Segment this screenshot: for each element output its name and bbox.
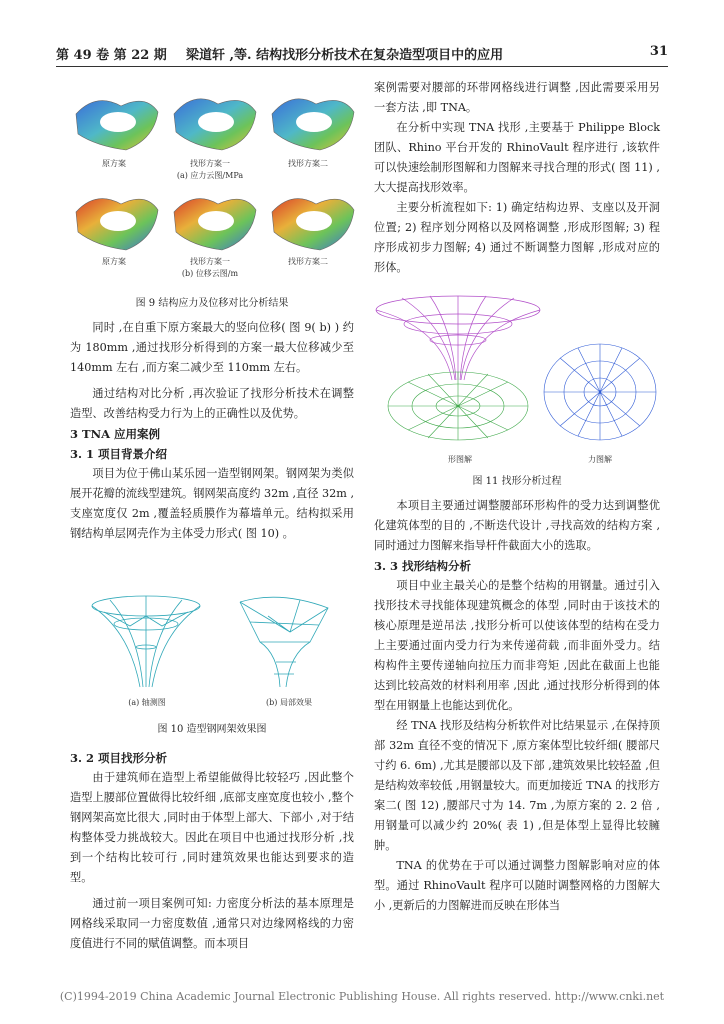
left-column-upper — [70, 318, 354, 544]
fig9-sub-b: (b) 位移云图/m — [181, 269, 239, 278]
paragraph-tna-advantage: TNA 的优势在于可以通过调整力图解影响对应的体型。通过 RhinoVault 程序可以随时调整网格的力图解大小 ,更新后的力图解进而反映在形体当 — [374, 859, 660, 912]
issue-number: 第 49 卷 第 22 期 — [56, 48, 167, 63]
displacement-contour-original — [76, 199, 158, 250]
fig11-force-label: 力图解 — [588, 455, 612, 464]
page-number: 31 — [649, 44, 668, 59]
figure-9-caption: 图 9 结构应力及位移对比分析结果 — [135, 298, 289, 309]
paragraph-force-density: 通过前一项目案例可知: 力密度分析法的基本原理是网格线采取同一力密度数值 ,通常只对边缘网格线的力密度值进行不同的赋值调整。而本项目 — [70, 897, 354, 950]
form-diagram-3d — [376, 296, 540, 380]
figure-11-form-finding — [372, 288, 662, 448]
section-3-1-heading: 3. 1 项目背景介绍 — [70, 447, 168, 461]
article-short-title: 梁道轩 ,等. 结构找形分析技术在复杂造型项目中的应用 — [186, 48, 504, 63]
fig9-label-b1: 原方案 — [102, 257, 126, 266]
paragraph-project-background: 项目为位于佛山某乐园一造型钢网架。钢网架为类似展开花瓣的流线型建筑。钢网架高度约 32m ,直径 32m ,支座宽度仅 2m ,覆盖轻质膜作为幕墙单元。结构拟采用钢结构单层网壳作为主体受力形式( 图 10) 。 — [70, 467, 354, 540]
fig9-label-a2: 找形方案一 — [190, 159, 230, 168]
paragraph-rhinovault: 在分析中实现 TNA 找形 ,主要基于 Philippe Block 团队、Rhino 平台开发的 RhinoVault 程序进行 ,该软件可以快速绘制形图解和力图解来寻找合理的形式( 图 11) ,大大提高找形效率。 — [374, 121, 660, 194]
paragraph-steel-usage: 项目中业主最关心的是整个结构的用钢量。通过引入找形技术寻找能体现建筑概念的体型 ,同时由于该技术的核心原理是逆吊法 ,找形分析可以使该体型的结构在受力上主要通过面内受力行为来传递荷载 ,而非面外受力。结构构件主要传递轴向拉压力而非弯矩 ,因此在截面上也能达到比较高效的材料利用率 ,因此 ,通过找形分析得到的体型在用钢量上也能达到优化。 — [374, 579, 660, 712]
figure-11-caption: 图 11 找形分析过程 — [472, 476, 562, 487]
paragraph-workflow: 主要分析流程如下: 1) 确定结构边界、支座以及开洞位置; 2) 程序划分网格以及网格调整 ,形成形图解; 3) 程序形成初步力图解; 4) 通过不断调整力图解 ,形成对应的形体。 — [374, 201, 660, 274]
force-diagram — [544, 344, 656, 440]
section-3-heading: 3 TNA 应用案例 — [70, 427, 161, 441]
stress-contour-scheme-2 — [272, 99, 354, 150]
fig10-sub-b: (b) 局部效果 — [266, 698, 312, 707]
figure-10-steel-grid — [90, 592, 340, 692]
paragraph-displacement: 同时 ,在自重下原方案最大的竖向位移( 图 9( b) ) 约为 180mm ,通过找形分析得到的方案一最大位移减少至 140mm 左右 ,而方案二减少至 110mm 左右。 — [70, 321, 354, 374]
fig9-sub-a: (a) 应力云图/MPa — [176, 171, 244, 180]
copyright-footer: (C)1994-2019 China Academic Journal Electronic Publishing House. All rights reserved. http://www.cnki.net — [59, 990, 665, 1003]
right-column-lower — [374, 496, 660, 916]
stress-contour-original — [76, 101, 158, 150]
fig10-sub-a: (a) 轴测图 — [128, 698, 166, 707]
truss-axonometric — [92, 596, 200, 687]
section-3-2-heading: 3. 2 项目找形分析 — [70, 751, 168, 765]
truss-detail — [240, 597, 328, 687]
fig9-label-a3: 找形方案二 — [288, 159, 328, 168]
figure-10-caption: 图 10 造型钢网架效果图 — [157, 724, 267, 735]
section-3-3-heading: 3. 3 找形结构分析 — [374, 559, 472, 573]
paragraph-iteration: 本项目主要通过调整腰部环形构件的受力达到调整优化建筑体型的目的 ,不断迭代设计 ,寻找高效的结构方案 ,同时通过力图解来指导杆件截面大小的选取。 — [374, 499, 660, 552]
left-column-lower — [70, 748, 354, 954]
fig11-form-label: 形图解 — [448, 455, 472, 464]
paragraph-comparison: 经 TNA 找形及结构分析软件对比结果显示 ,在保持顶部 32m 直径不变的情况下 ,原方案体型比较纤细( 腰部尺寸约 6. 6m) ,尤其是腰部以及下部 ,建筑效果比较轻盈 ,但是结构效率较低 ,用钢量较大。而更加接近 TNA 的找形方案二( 图 12) ,腰部尺寸为 14. 7m ,为原方案的 2. 2 倍 ,用钢量可以减少约 20%( 表 1) ,但是体型上显得比较臃肿。 — [374, 719, 660, 852]
stress-contour-scheme-1 — [174, 99, 256, 150]
fig9-label-b2: 找形方案一 — [190, 257, 230, 266]
paragraph-design-challenge: 由于建筑师在造型上希望能做得比较轻巧 ,因此整个造型上腰部位置做得比较纤细 ,底部支座宽度也较小 ,整个钢网架高宽比很大 ,同时由于体型上部大、下部小 ,对于结构整体受力挑战较大。因此在项目中也通过找形分析 ,找到一个结构比较可行 ,同时建筑效果也能达到要求的造型。 — [70, 771, 354, 884]
fig9-label-b3: 找形方案二 — [288, 257, 328, 266]
running-header — [56, 44, 668, 64]
fig9-label-a1: 原方案 — [102, 159, 126, 168]
displacement-contour-scheme-1 — [174, 199, 256, 250]
form-diagram-plan — [388, 372, 528, 440]
right-column-upper — [374, 78, 660, 278]
paragraph-verification: 通过结构对比分析 ,再次验证了找形分析技术在调整造型、改善结构受力行为上的正确性以及优势。 — [70, 387, 354, 420]
paragraph-tna-intro: 案例需要对腰部的环带网格线进行调整 ,因此需要采用另一套方法 ,即 TNA。 — [374, 81, 660, 114]
displacement-contour-scheme-2 — [272, 199, 354, 250]
header-rule — [56, 66, 668, 67]
